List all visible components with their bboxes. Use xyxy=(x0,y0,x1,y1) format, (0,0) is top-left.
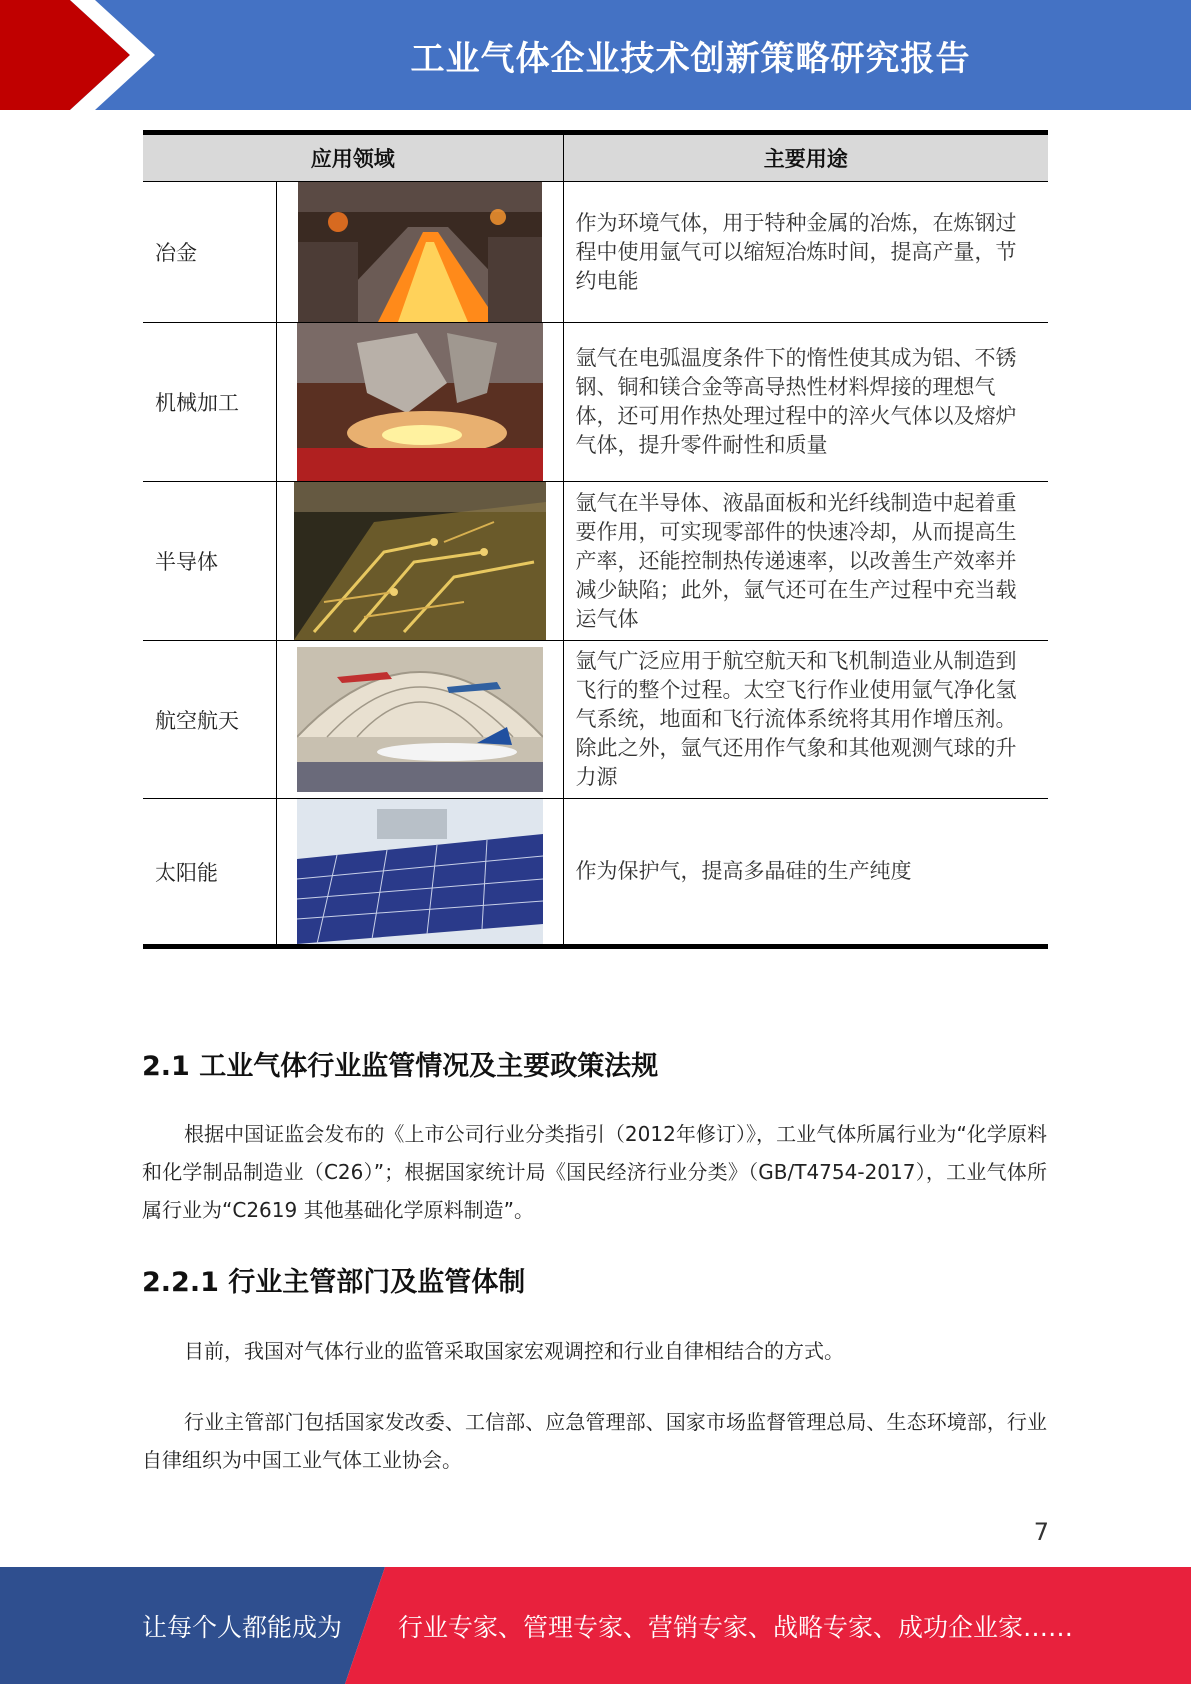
usage-text: 作为环境气体，用于特种金属的冶炼，在炼钢过程中使用氩气可以缩短冶炼时间，提高产量，节约电能 xyxy=(563,182,1048,323)
metallurgy-photo xyxy=(276,182,563,323)
machining-photo xyxy=(276,323,563,482)
usage-text: 氩气广泛应用于航空航天和飞机制造业从制造到飞行的整个过程。太空飞行作业使用氩气净化氢气系统，地面和飞行流体系统将其用作增压剂。除此之外，氩气还用作气象和其他观测气球的升力源 xyxy=(563,641,1048,799)
table-row xyxy=(143,182,1048,323)
footer-slogan-left: 让每个人都能成为 xyxy=(142,1612,343,1642)
table-row xyxy=(143,799,1048,945)
semiconductor-photo xyxy=(276,482,563,641)
field-name: 冶金 xyxy=(143,182,276,323)
header-application-field: 应用领域 xyxy=(143,135,563,182)
table-row xyxy=(143,482,1048,641)
report-title: 工业气体企业技术创新策略研究报告 xyxy=(410,38,971,79)
footer-slogan-right: 行业专家、管理专家、营销专家、战略专家、成功企业家…… xyxy=(398,1612,1074,1642)
field-name: 太阳能 xyxy=(143,799,276,945)
aerospace-photo xyxy=(276,641,563,799)
application-table xyxy=(143,130,1048,949)
section-heading-2-2-1: 2.2.1 行业主管部门及监管体制 xyxy=(142,1267,526,1298)
usage-text: 作为保护气，提高多晶硅的生产纯度 xyxy=(575,859,912,883)
table-row xyxy=(143,323,1048,482)
section-2-1-paragraph: 根据中国证监会发布的《上市公司行业分类指引（2012年修订）》，工业气体所属行业为“化学原料和化学制品制造业（C26）”；根据国家统计局《国民经济行业分类》（GB/T4754-2017），工业气体所属行业为“C2619 其他基础化学原料制造”。 xyxy=(142,1122,1047,1222)
field-name: 航空航天 xyxy=(143,641,276,799)
section-2-2-1-paragraph-2: 行业主管部门包括国家发改委、工信部、应急管理部、国家市场监督管理总局、生态环境部，行业自律组织为中国工业气体工业协会。 xyxy=(142,1410,1047,1472)
page-number: 7 xyxy=(1033,1518,1049,1546)
section-2-2-1-paragraph-1: 目前，我国对气体行业的监管采取国家宏观调控和行业自律相结合的方式。 xyxy=(184,1339,844,1363)
solar-photo xyxy=(276,799,563,945)
section-heading-2-1: 2.1 工业气体行业监管情况及主要政策法规 xyxy=(142,1051,659,1082)
table-header-row xyxy=(143,135,1048,182)
page-header xyxy=(0,0,1191,110)
page-footer xyxy=(0,1567,1191,1684)
field-name: 机械加工 xyxy=(143,323,276,482)
header-main-usage: 主要用途 xyxy=(563,135,1048,182)
usage-text: 氩气在半导体、液晶面板和光纤线制造中起着重要作用，可实现零部件的快速冷却，从而提高生产率，还能控制热传递速率，以改善生产效率并减少缺陷；此外，氩气还可在生产过程中充当载运气体 xyxy=(563,482,1048,641)
field-name: 半导体 xyxy=(143,482,276,641)
usage-text: 氩气在电弧温度条件下的惰性使其成为铝、不锈钢、铜和镁合金等高导热性材料焊接的理想气体，还可用作热处理过程中的淬火气体以及熔炉气体，提升零件耐性和质量 xyxy=(563,323,1048,482)
table-row xyxy=(143,641,1048,799)
